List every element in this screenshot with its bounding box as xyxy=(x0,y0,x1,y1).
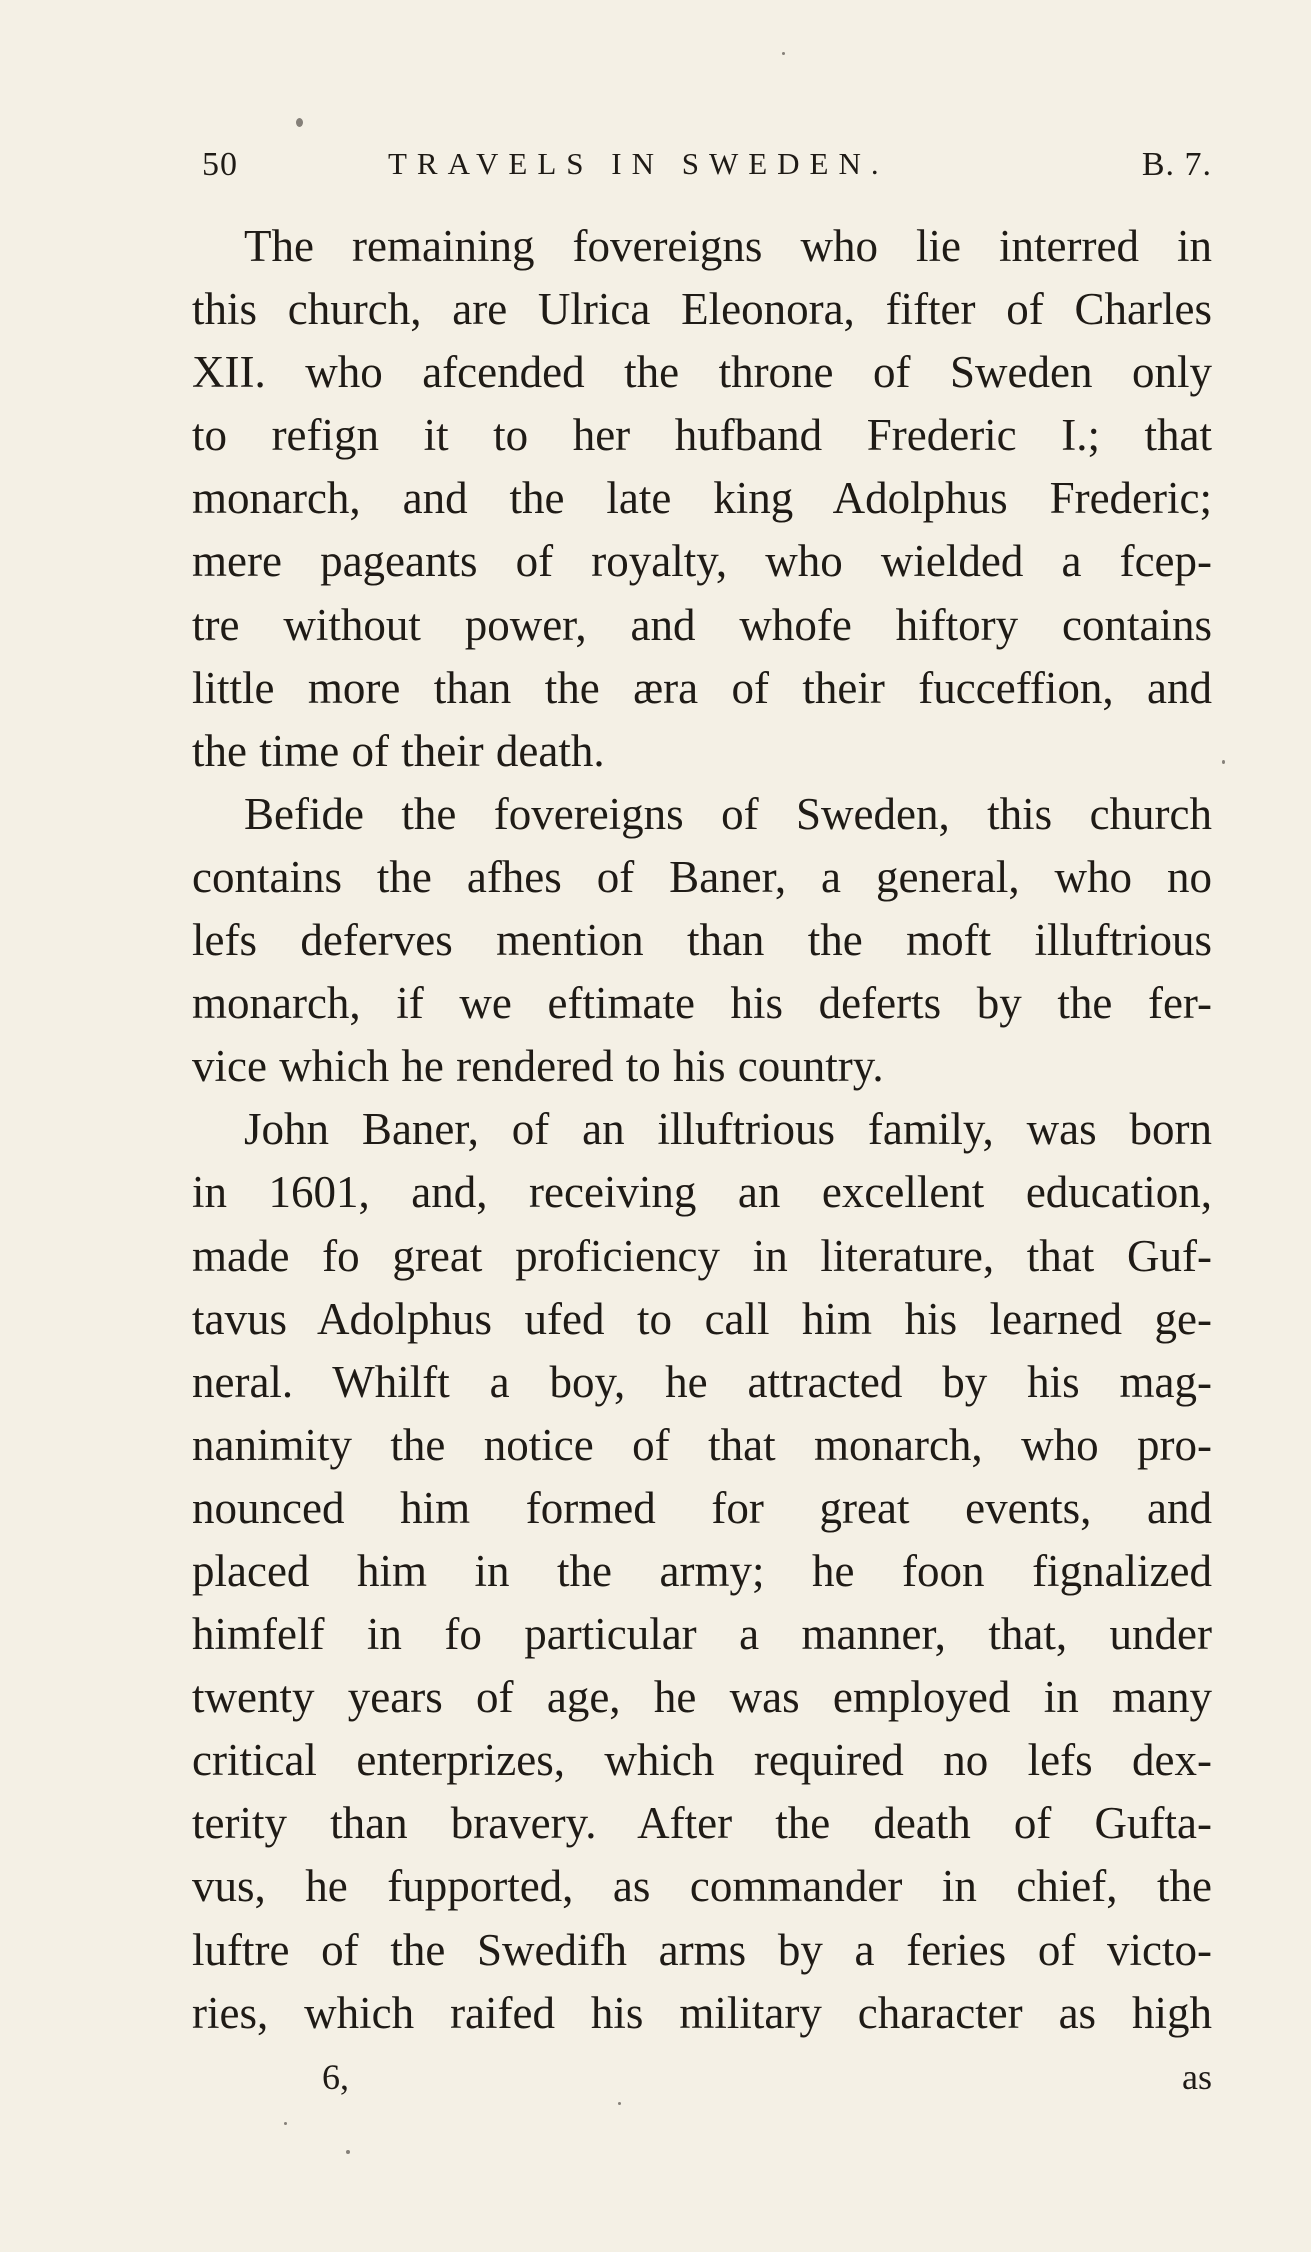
paper-speck xyxy=(346,2150,350,2154)
page-number: 50 xyxy=(202,146,238,183)
text-line: this church, are Ulrica Eleonora, fifter of Charles xyxy=(192,284,1212,335)
text-line: himfelf in fo particular a manner, that, under xyxy=(192,1609,1212,1660)
text-line: monarch, and the late king Adolphus Frederic; xyxy=(192,473,1212,524)
book-number: B. 7. xyxy=(1141,146,1212,183)
text-line: twenty years of age, he was employed in many xyxy=(192,1672,1212,1723)
paper-speck xyxy=(618,2102,621,2105)
text-line: vice which he rendered to his country. xyxy=(192,1041,884,1092)
text-line: Befide the fovereigns of Sweden, this church xyxy=(244,788,1212,839)
text-line: made fo great proficiency in literature, that Guf- xyxy=(192,1230,1212,1281)
text-line: The remaining fovereigns who lie interred in xyxy=(244,221,1212,271)
paper-speck xyxy=(296,118,303,127)
text-line: to refign it to her hufband Frederic I.; that xyxy=(192,410,1212,461)
paper-speck xyxy=(284,2122,287,2125)
running-header xyxy=(192,130,1212,190)
running-title: TRAVELS IN SWEDEN. xyxy=(388,146,889,181)
text-line: nanimity the notice of that monarch, who pro- xyxy=(192,1419,1212,1470)
text-line: critical enterprizes, which required no lefs dex- xyxy=(192,1735,1212,1786)
text-line: neral. Whilft a boy, he attracted by his mag- xyxy=(192,1356,1212,1407)
body-text xyxy=(192,215,1212,2045)
paper-speck xyxy=(782,52,785,55)
text-line: nounced him formed for great events, and xyxy=(192,1482,1212,1533)
text-line: tavus Adolphus ufed to call him his learned ge- xyxy=(192,1293,1212,1344)
catchword: as xyxy=(1182,2057,1212,2097)
text-line: mere pageants of royalty, who wielded a fcep- xyxy=(192,536,1212,587)
text-line: little more than the æra of their fucceffion, and xyxy=(192,662,1212,713)
paper-speck xyxy=(1222,760,1225,764)
signature-mark: 6, xyxy=(322,2057,349,2097)
text-line: luftre of the Swedifh arms by a feries of victo- xyxy=(192,1924,1212,1975)
text-line: monarch, if we eftimate his deferts by the fer- xyxy=(192,978,1212,1029)
text-line: terity than bravery. After the death of Gufta- xyxy=(192,1798,1212,1849)
text-line: contains the afhes of Baner, a general, who no xyxy=(192,851,1212,902)
text-line: XII. who afcended the throne of Sweden only xyxy=(192,347,1212,398)
text-line: ries, which raifed his military character as high xyxy=(192,1987,1212,2038)
text-line: John Baner, of an illuftrious family, was born xyxy=(244,1104,1212,1155)
text-line: vus, he fupported, as commander in chief, the xyxy=(192,1861,1212,1912)
page-footer xyxy=(192,2046,1212,2106)
text-line: in 1601, and, receiving an excellent education, xyxy=(192,1167,1212,1218)
text-line: tre without power, and whofe hiftory contains xyxy=(192,599,1212,650)
text-line: placed him in the army; he foon fignalized xyxy=(192,1545,1212,1596)
text-line: the time of their death. xyxy=(192,725,605,776)
text-line: lefs deferves mention than the moft illuftrious xyxy=(192,915,1212,966)
